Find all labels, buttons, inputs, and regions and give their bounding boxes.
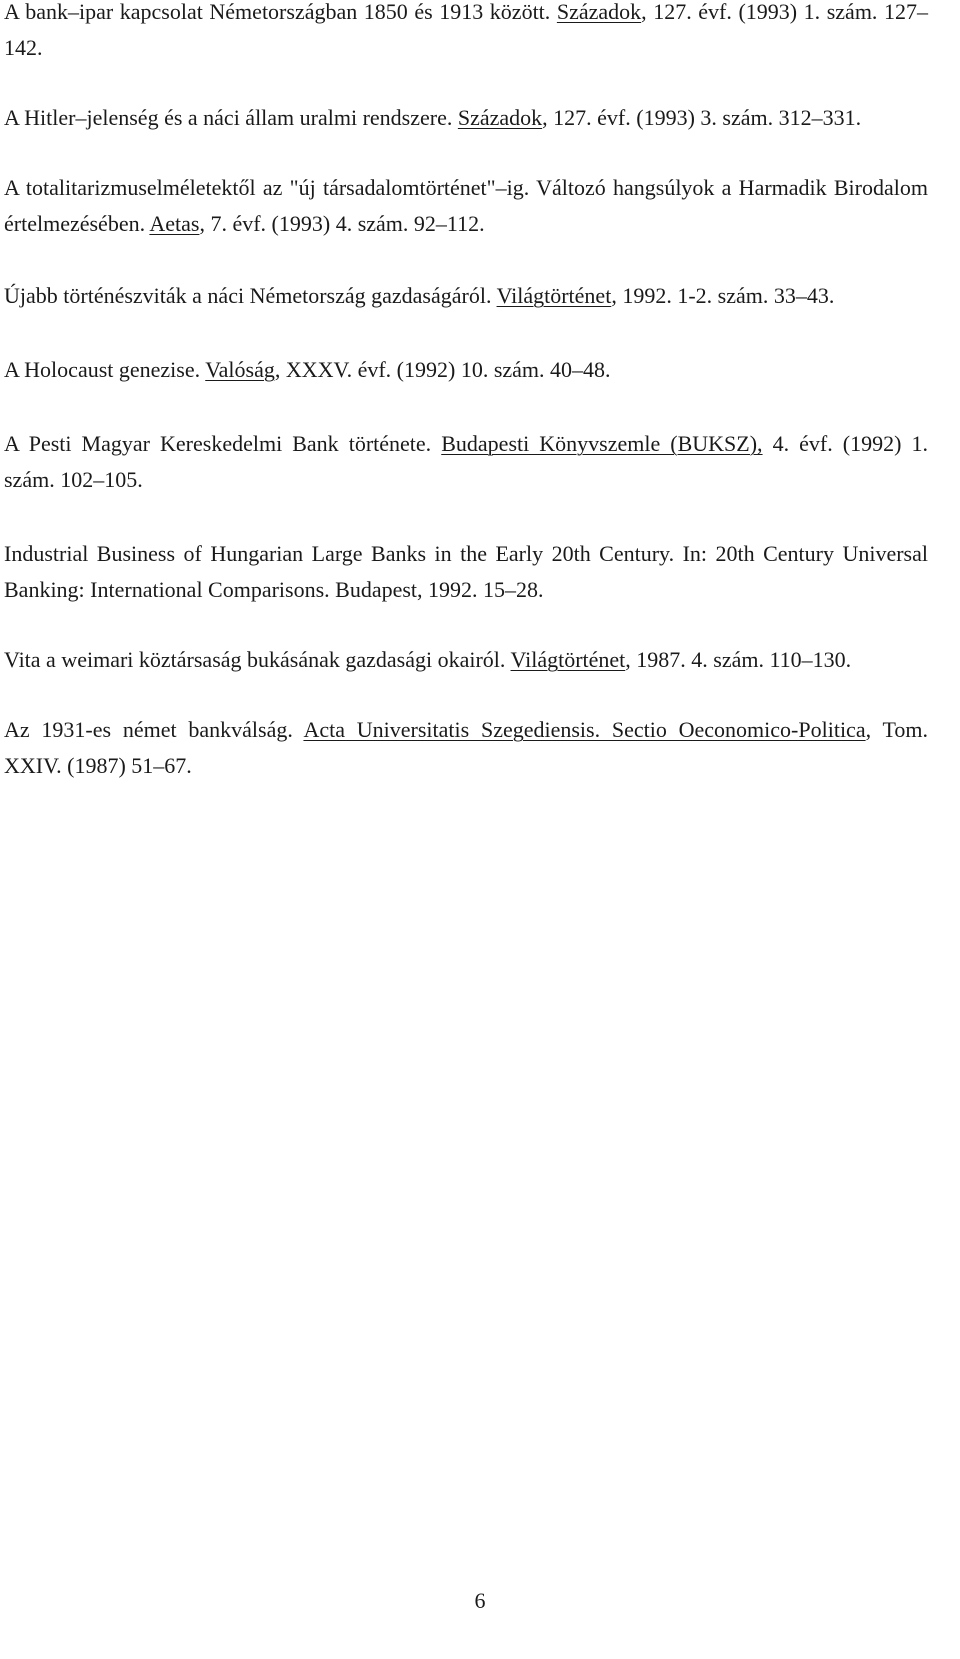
entry-title: A Hitler–jelenség és a náci állam uralmi rendszere. (4, 105, 458, 130)
journal-name: Valóság (205, 357, 275, 382)
bibliography-entry (4, 536, 928, 608)
bibliography-entry (4, 0, 928, 66)
page-number: 6 (474, 1588, 486, 1613)
bibliography-page (4, 0, 928, 820)
entry-title: Újabb történészviták a náci Németország gazdaságáról. (4, 283, 497, 308)
entry-title: Industrial Business of Hungarian Large Banks in the Early 20th Century. In: 20th Century Universal Banking: International Comparisons. Budapest, 1992. 15–28. (4, 541, 928, 602)
entry-details: , 127. évf. (1993) 3. szám. 312–331. (542, 105, 862, 130)
entry-details: , XXXV. évf. (1992) 10. szám. 40–48. (274, 357, 611, 382)
journal-name: Századok (556, 0, 642, 24)
journal-name: Acta Universitatis Szegediensis. Sectio Oeconomico-Politica (303, 717, 866, 742)
journal-name: Századok (457, 105, 543, 130)
entry-details: , 1992. 1-2. szám. 33–43. (611, 283, 835, 308)
bibliography-entry (4, 426, 928, 498)
entry-details: , 1987. 4. szám. 110–130. (625, 647, 852, 672)
entry-title: A totalitarizmuselméletektől az "új társadalomtörténet"–ig. Változó hangsúlyok a Harmadik Birodalom értelmezésében. (4, 175, 928, 236)
journal-name: Budapesti Könyvszemle (BUKSZ), (441, 431, 763, 456)
entry-details: , 7. évf. (1993) 4. szám. 92–112. (199, 211, 485, 236)
entry-title: A bank–ipar kapcsolat Németországban 1850 és 1913 között. (4, 0, 557, 24)
bibliography-entry (4, 352, 928, 388)
journal-name: Aetas (149, 211, 200, 236)
bibliography-entry (4, 170, 928, 242)
entry-details: , Tom. XXIV. (1987) 51–67. (4, 717, 928, 778)
entry-title: A Pesti Magyar Kereskedelmi Bank története. (4, 431, 442, 456)
bibliography-entry (4, 642, 928, 678)
entry-details: 4. évf. (1992) 1. szám. 102–105. (4, 431, 928, 492)
bibliography-entry (4, 278, 928, 314)
entry-title: Vita a weimari köztársaság bukásának gazdasági okairól. (4, 647, 511, 672)
journal-name: Világtörténet (510, 647, 626, 672)
entry-title: Az 1931-es német bankválság. (4, 717, 304, 742)
bibliography-entry (4, 100, 928, 136)
entry-title: A Holocaust genezise. (4, 357, 206, 382)
journal-name: Világtörténet (496, 283, 612, 308)
entry-details: , 127. évf. (1993) 1. szám. 127–142. (4, 0, 928, 60)
bibliography-entry (4, 712, 928, 784)
